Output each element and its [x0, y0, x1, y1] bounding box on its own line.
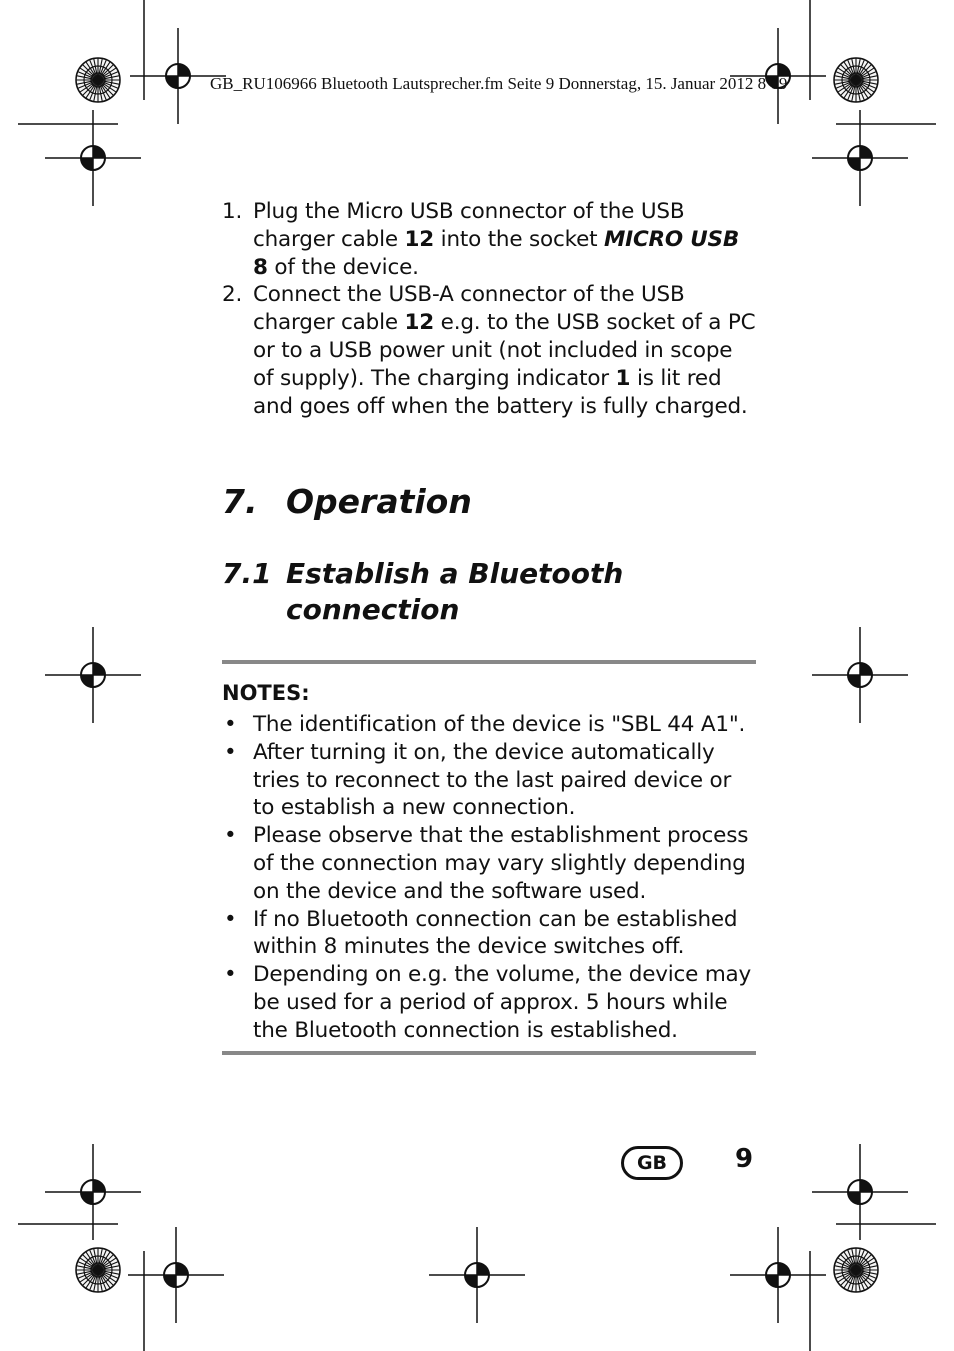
- note-text: After turning it on, the device automatically tries to reconnect to the last paired device or to establish a new connection.: [253, 739, 732, 821]
- bullet-icon: •: [224, 823, 237, 849]
- note-item: [222, 906, 758, 962]
- text-run: Plug the Micro USB connector of the USB charger cable: [253, 199, 685, 252]
- step-text: [253, 199, 739, 280]
- bullet-icon: •: [224, 739, 237, 765]
- part-reference: 8: [253, 254, 268, 280]
- text-run: of the device.: [267, 254, 419, 280]
- registration-mark: [812, 1144, 908, 1240]
- section-title: Operation: [286, 482, 472, 521]
- part-reference: 1: [615, 365, 631, 391]
- note-text: Please observe that the establishment process of the connection may vary slightly depending on the device and the software used.: [253, 823, 749, 904]
- step-number: 2.: [222, 282, 243, 308]
- step-item: [222, 198, 758, 281]
- subsection-title-line1: Establish a Bluetooth: [286, 557, 624, 590]
- print-slug-header: GB_RU106966 Bluetooth Lautsprecher.fm Seite 9 Donnerstag, 15. Januar 2012 8 09: [210, 74, 788, 93]
- page-number: 9: [735, 1144, 754, 1174]
- note-item: [222, 739, 758, 822]
- section-heading: [222, 482, 472, 521]
- note-text: Depending on e.g. the volume, the device may be used for a period of approx. 5 hours while the Bluetooth connection is established.: [253, 962, 752, 1043]
- note-item: [222, 961, 758, 1044]
- notes-bottom-rule: [222, 1051, 756, 1055]
- subsection-heading: [222, 556, 623, 628]
- part-reference: 12: [404, 226, 435, 252]
- step-item: [222, 281, 758, 420]
- notes-top-rule: [222, 660, 756, 664]
- star-target-bottom-left: [76, 1248, 120, 1292]
- note-item: [222, 711, 758, 739]
- registration-mark: [812, 627, 908, 723]
- notes-title: NOTES:: [222, 681, 310, 705]
- part-reference: 12: [404, 310, 435, 336]
- note-text: If no Bluetooth connection can be established within 8 minutes the device switches off.: [253, 906, 738, 960]
- bullet-icon: •: [224, 712, 237, 737]
- text-run: Connect the USB-A connector of the USB charger cable: [253, 282, 685, 336]
- text-run: is lit red and goes off when the battery is fully charged.: [253, 365, 748, 419]
- star-target-bottom-right: [834, 1248, 878, 1292]
- step-number: 1.: [222, 199, 243, 224]
- registration-mark: [45, 627, 141, 723]
- instruction-steps: [222, 198, 758, 420]
- socket-label: MICRO USB: [603, 226, 740, 252]
- text-run: into the socket: [434, 226, 604, 252]
- registration-mark: [730, 1227, 826, 1323]
- subsection-number: 7.1: [222, 557, 272, 590]
- subsection-title-line2: connection: [286, 593, 460, 626]
- registration-mark: [45, 1144, 141, 1240]
- registration-mark: [128, 1227, 224, 1323]
- note-item: [222, 822, 758, 905]
- country-badge: GB: [621, 1146, 683, 1180]
- registration-mark: [429, 1227, 525, 1323]
- bullet-icon: •: [224, 962, 237, 988]
- text-run: e.g. to the USB socket of a PC or to a USB power unit (not included in scope of supply). The charging indicator: [253, 310, 756, 391]
- section-number: 7.: [222, 482, 258, 521]
- notes-list: [222, 711, 758, 1045]
- note-text: The identification of the device is "SBL 44 A1".: [253, 712, 746, 737]
- star-target-top-left: [76, 58, 120, 102]
- step-text: [253, 282, 755, 418]
- bullet-icon: •: [224, 906, 237, 932]
- star-target-top-right: [834, 58, 878, 102]
